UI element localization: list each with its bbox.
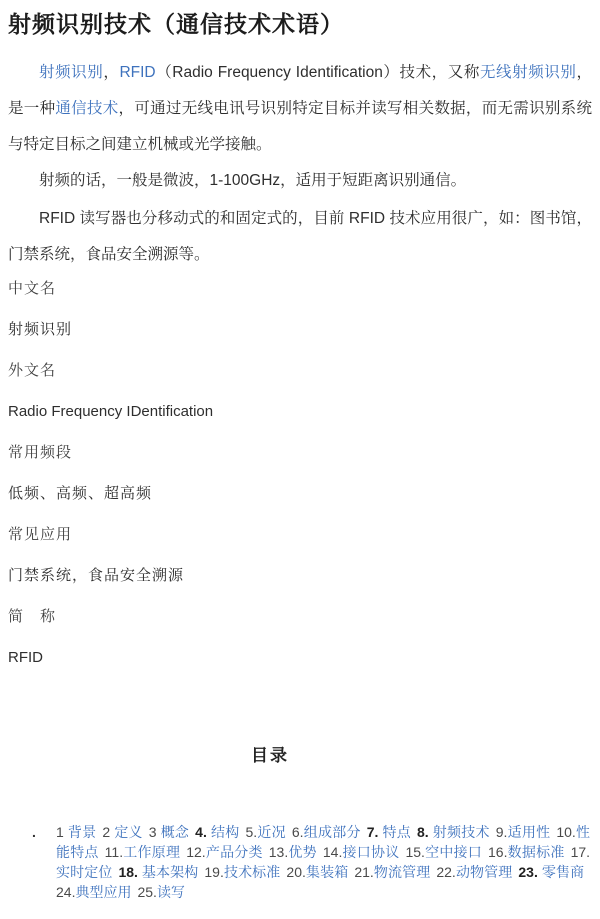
toc-item-link[interactable]: 产品分类: [205, 844, 263, 860]
toc-item-number: 18.: [118, 864, 142, 880]
toc-item-number: 7.: [366, 824, 383, 840]
intro-paragraph-2: 射频的话，一般是微波，1-100GHz，适用于短距离识别通信。: [39, 172, 467, 189]
list-bullet: .: [32, 824, 36, 840]
toc-item: [488, 844, 565, 860]
toc-item-link[interactable]: 射频技术: [432, 824, 490, 840]
toc-item-link[interactable]: 特点: [382, 824, 411, 840]
toc-item: [56, 884, 131, 900]
toc-item: [102, 824, 142, 840]
text-segment: ，是一种: [8, 64, 592, 117]
toc-items: [56, 822, 592, 902]
infobox-value: RFID: [8, 649, 43, 666]
toc-item: [354, 864, 430, 880]
toc-item-number: 19.: [204, 864, 224, 880]
toc-item: [367, 824, 411, 840]
toc-item-link[interactable]: 基本架构: [141, 864, 199, 880]
infobox-value: 射频识别: [8, 321, 73, 338]
toc-item-link[interactable]: 性能特点: [56, 824, 591, 860]
toc-item-number: 14.: [322, 844, 343, 860]
toc-item-number: 22.: [436, 864, 456, 880]
toc-item: [118, 864, 198, 880]
toc-item-number: 3: [148, 824, 161, 840]
toc-item-link[interactable]: 集装箱: [305, 864, 349, 880]
toc-item-link[interactable]: 实时定位: [56, 864, 113, 880]
infobox-label: 外文名: [8, 362, 57, 379]
infobox: [8, 279, 592, 668]
toc-item-number: 21.: [354, 864, 374, 880]
toc-item-number: 25.: [137, 884, 157, 900]
infobox-value: 低频、高频、超高频: [8, 485, 153, 502]
toc-item-link[interactable]: 动物管理: [455, 864, 513, 880]
intro-paragraph-3: RFID 读写器也分移动式的和固定式的，目前 RFID 技术应用很广，如：图书馆，门禁系统，食品安全溯源等。: [8, 210, 592, 263]
toc-item: [105, 844, 181, 860]
toc-item-link[interactable]: 接口协议: [342, 844, 400, 860]
inline-link[interactable]: 射频识别: [39, 64, 104, 81]
toc-item-number: 6.: [291, 824, 304, 840]
toc-item: [518, 864, 584, 880]
infobox-label: 常见应用: [8, 526, 73, 543]
toc-item-link[interactable]: 技术标准: [223, 864, 281, 880]
toc-item-number: 17.: [570, 844, 591, 860]
toc-item-link[interactable]: 适用性: [507, 824, 551, 840]
toc-item-link[interactable]: 工作原理: [123, 844, 181, 860]
toc-item-link[interactable]: 典型应用: [75, 884, 132, 900]
toc-heading: 目录: [251, 746, 289, 765]
toc-item-link[interactable]: 数据标准: [507, 844, 565, 860]
toc-item: [417, 824, 490, 840]
toc-list: [8, 822, 592, 902]
infobox-label: 常用频段: [8, 444, 73, 461]
toc-item-number: 10.: [556, 824, 576, 840]
toc-item-link[interactable]: 零售商: [541, 864, 585, 880]
toc-item: [186, 844, 263, 860]
toc-item: [436, 864, 512, 880]
intro-paragraph-1: [8, 55, 592, 163]
toc-item: [292, 824, 361, 840]
toc-item-number: 11.: [104, 844, 124, 860]
page-title: 射频识别技术（通信技术术语）: [8, 11, 344, 37]
toc-item: [286, 864, 348, 880]
infobox-value: Radio Frequency IDentification: [8, 403, 214, 420]
toc-item: [496, 824, 551, 840]
toc-item-link[interactable]: 物流管理: [373, 864, 431, 880]
document-page: [0, 9, 600, 902]
toc-item-number: 12.: [186, 844, 206, 860]
toc-item-number: 13.: [268, 844, 289, 860]
toc-item: [323, 844, 400, 860]
toc-item: [195, 824, 239, 840]
inline-link[interactable]: RFID: [119, 64, 156, 81]
toc-item: [405, 844, 482, 860]
toc-item: [149, 824, 189, 840]
toc-item-number: 8.: [416, 824, 433, 840]
toc-item-number: 1: [56, 824, 68, 840]
inline-link[interactable]: 无线射频识别: [479, 64, 577, 81]
text-segment: ，: [103, 64, 120, 81]
toc-item-link[interactable]: 空中接口: [424, 844, 482, 860]
inline-link[interactable]: 通信技术: [55, 100, 119, 117]
toc-item: [245, 824, 285, 840]
toc-item: [56, 824, 96, 840]
infobox-label: 简 称: [8, 608, 57, 625]
toc-item: [204, 864, 280, 880]
infobox-value: 门禁系统，食品安全溯源: [8, 567, 185, 584]
toc-item-link[interactable]: 优势: [288, 844, 317, 860]
toc-item-link[interactable]: 定义: [114, 824, 143, 840]
toc-item-link[interactable]: 组成部分: [303, 824, 361, 840]
toc-item-link[interactable]: 背景: [67, 824, 97, 840]
toc-item-number: 9.: [495, 824, 508, 840]
toc-item-number: 24.: [56, 884, 76, 900]
toc-item-link[interactable]: 读写: [156, 884, 185, 900]
toc-item-link[interactable]: 结构: [210, 824, 240, 840]
text-segment: ，可通过无线电讯号识别特定目标并读写相关数据，而无需识别系统与特定目标之间建立机械或光学接触。: [8, 100, 592, 153]
toc-item-number: 15.: [405, 844, 425, 860]
toc-item-number: 2: [102, 824, 115, 840]
toc-item-number: 5.: [245, 824, 258, 840]
toc-item-number: 16.: [488, 844, 508, 860]
toc-item-number: 4.: [195, 824, 211, 840]
toc-item: [137, 884, 184, 900]
toc-item: [269, 844, 317, 860]
toc-item-number: 23.: [518, 864, 542, 880]
toc-heading-container: [8, 746, 532, 766]
infobox-label: 中文名: [8, 280, 57, 297]
toc-item-number: 20.: [286, 864, 306, 880]
text-segment: （Radio Frequency Identification）技术，又称: [155, 64, 480, 81]
toc-item-link[interactable]: 近况: [257, 824, 286, 840]
toc-item-link[interactable]: 概念: [160, 824, 190, 840]
